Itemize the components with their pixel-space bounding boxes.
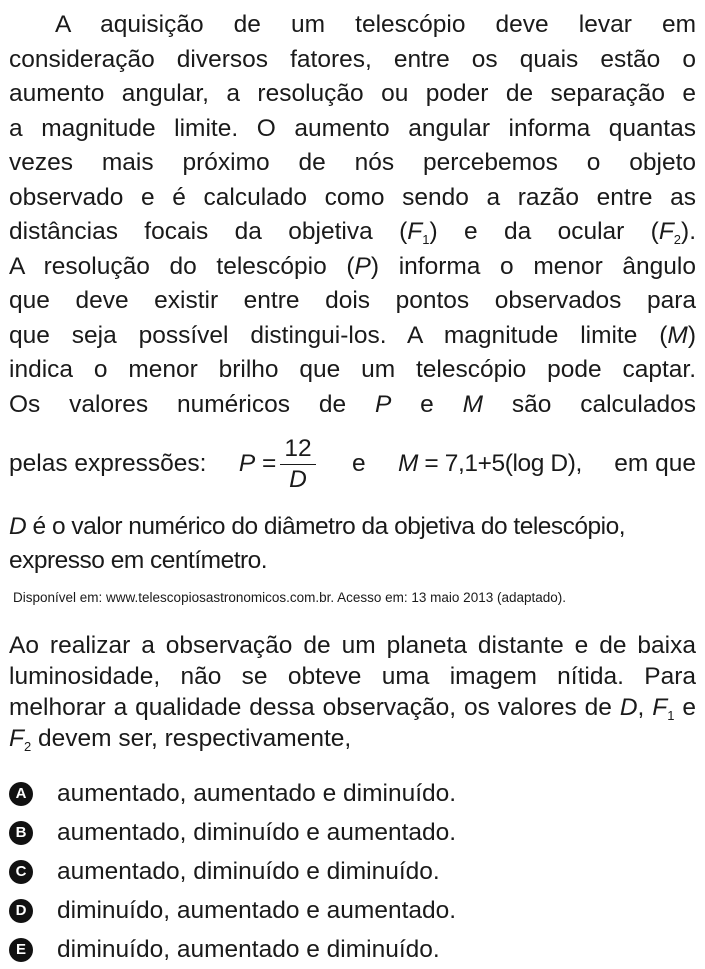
formula-suffix: em que: [614, 450, 696, 477]
passage-text: [9, 0, 696, 422]
passage-line: Os valores numéricos de P e M são calculados: [9, 390, 696, 418]
option-a[interactable]: [9, 774, 696, 813]
option-letter-badge: D: [9, 899, 33, 923]
passage-line: observado e é calculado como sendo a razão entre as: [9, 183, 696, 211]
question-stem: Ao realizar a observação de um planeta distante e de baixa luminosidade, não se obteve uma imagem nítida. Para melhorar a qualidade dessa observação, os valores de D, $F_1$ e $F_2$ devem ser, respectivamente,: [9, 632, 696, 754]
passage-line: A aquisição de um telescópio deve levar em: [55, 11, 696, 38]
option-d[interactable]: [9, 891, 696, 930]
option-c[interactable]: [9, 852, 696, 891]
passage-line: a magnitude limite. O aumento angular informa quantas: [9, 114, 696, 142]
option-b[interactable]: [9, 813, 696, 852]
passage-line: A resolução do telescópio (P) informa o menor ângulo: [9, 252, 696, 280]
source-citation: Disponível em: www.telescopiosastronomicos.com.br. Acesso em: 13 maio 2013 (adaptado).: [13, 590, 567, 605]
passage-line: vezes mais próximo de nós percebemos o objeto: [9, 149, 696, 176]
option-letter-badge: B: [9, 821, 33, 845]
passage-line: indica o menor brilho que um telescópio pode captar.: [9, 356, 696, 383]
option-text: diminuído, aumentado e aumentado.: [57, 896, 457, 924]
passage-tail: D é o valor numérico do diâmetro da objetiva do telescópio, expresso em centímetro.: [9, 513, 626, 574]
formula-line: [9, 424, 696, 504]
option-e[interactable]: [9, 930, 696, 969]
option-text: aumentado, diminuído e diminuído.: [57, 857, 440, 885]
option-text: aumentado, aumentado e diminuído.: [57, 779, 457, 807]
passage-line: consideração diversos fatores, entre os quais estão o: [9, 45, 696, 73]
formula-magnitude: M = 7,1+5(log D),: [397, 450, 582, 477]
passage-line: que deve existir entre dois pontos observados para: [9, 287, 696, 314]
passage-line: aumento angular, a resolução ou poder de separação e: [9, 80, 696, 107]
option-letter-badge: A: [9, 782, 33, 806]
option-letter-badge: C: [9, 860, 33, 884]
fraction-denominator: D: [289, 465, 307, 493]
option-text: diminuído, aumentado e diminuído.: [57, 935, 440, 963]
formula-conjunction: e: [351, 450, 366, 477]
passage-line: distâncias focais da objetiva $(F_1)$ e da ocular $(F_2)$.: [9, 218, 696, 247]
answer-options: [9, 774, 696, 969]
fraction: [280, 434, 315, 495]
fraction-numerator: 12: [280, 434, 315, 465]
formula-prefix: pelas expressões:: [9, 450, 207, 477]
option-letter-badge: E: [9, 938, 33, 962]
option-text: aumentado, diminuído e aumentado.: [57, 818, 457, 846]
passage-line: que seja possível distingui-los. A magnitude limite (M): [9, 321, 696, 349]
formula-resolution: P = $\frac{12}{D}$: [239, 434, 320, 495]
